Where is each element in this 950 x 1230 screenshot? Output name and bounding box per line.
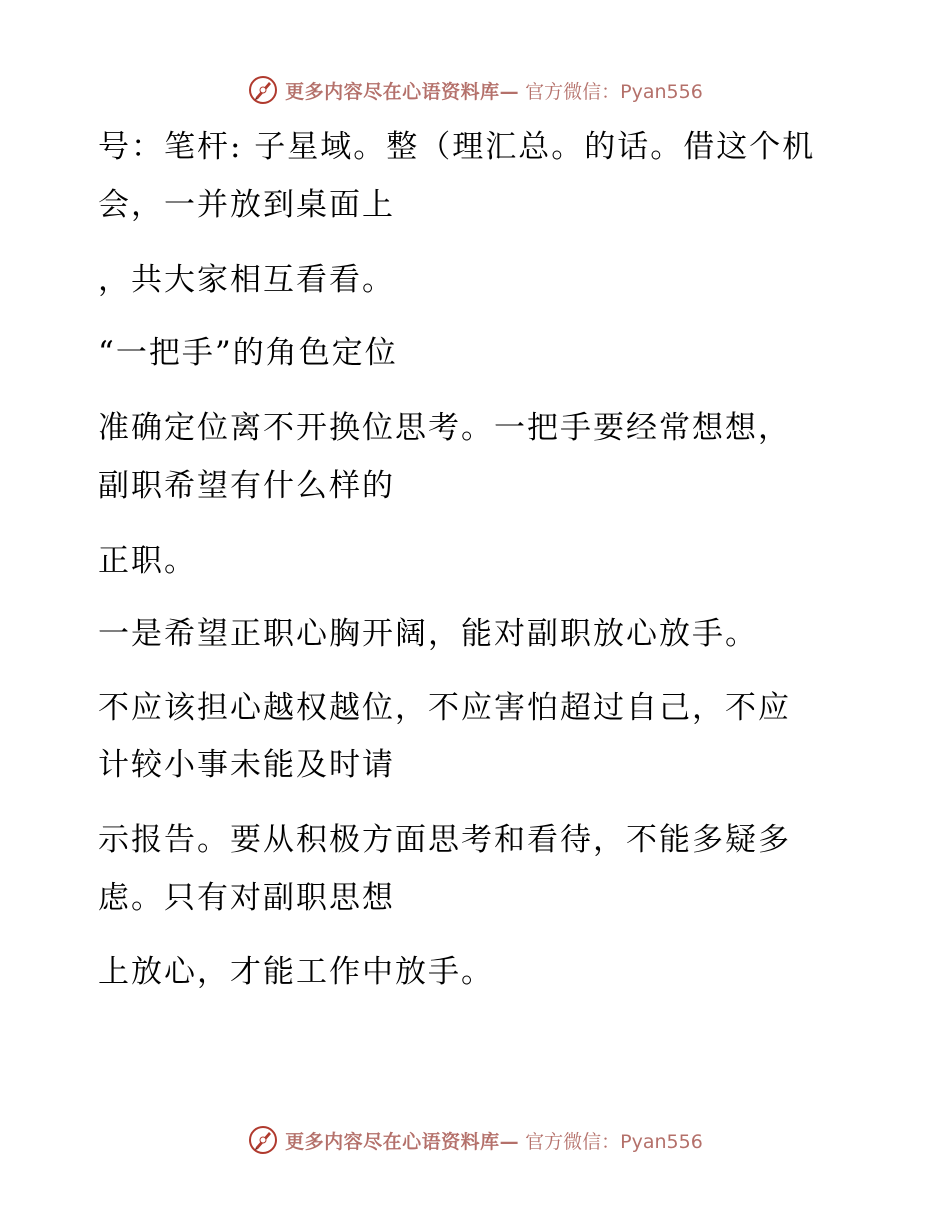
header-slogan: 更多内容尽在心语资料库— bbox=[285, 80, 520, 103]
body-line: 计较小事未能及时请 bbox=[98, 747, 395, 783]
header-wechat: 官方微信：Pyan556 bbox=[525, 80, 703, 103]
body-line: 副职希望有什么样的 bbox=[98, 468, 395, 504]
body-line: 号：笔杆: 子星域。整（理汇总。的话。借这个机 bbox=[98, 129, 816, 165]
body-line: 正职。 bbox=[98, 543, 197, 579]
footer-wechat: 官方微信：Pyan556 bbox=[525, 1130, 703, 1153]
body-line: 虑。只有对副职思想 bbox=[98, 880, 395, 916]
body-line: 准确定位离不开换位思考。一把手要经常想想， bbox=[98, 410, 791, 446]
body-line: 一是希望正职心胸开阔，能对副职放心放手。 bbox=[98, 616, 758, 652]
body-line: 示报告。要从积极方面思考和看待，不能多疑多 bbox=[98, 822, 791, 858]
footer-banner bbox=[0, 1120, 950, 1160]
quill-pen-logo-icon bbox=[247, 1124, 279, 1156]
body-line: 上放心，才能工作中放手。 bbox=[98, 954, 494, 990]
body-line: 会，一并放到桌面上 bbox=[98, 187, 395, 223]
section-heading: “一把手”的角色定位 bbox=[98, 335, 398, 371]
body-line: ，共大家相互看看。 bbox=[98, 262, 395, 298]
body-line: 不应该担心越权越位，不应害怕超过自己，不应 bbox=[98, 690, 791, 726]
footer-slogan: 更多内容尽在心语资料库— bbox=[285, 1130, 520, 1153]
